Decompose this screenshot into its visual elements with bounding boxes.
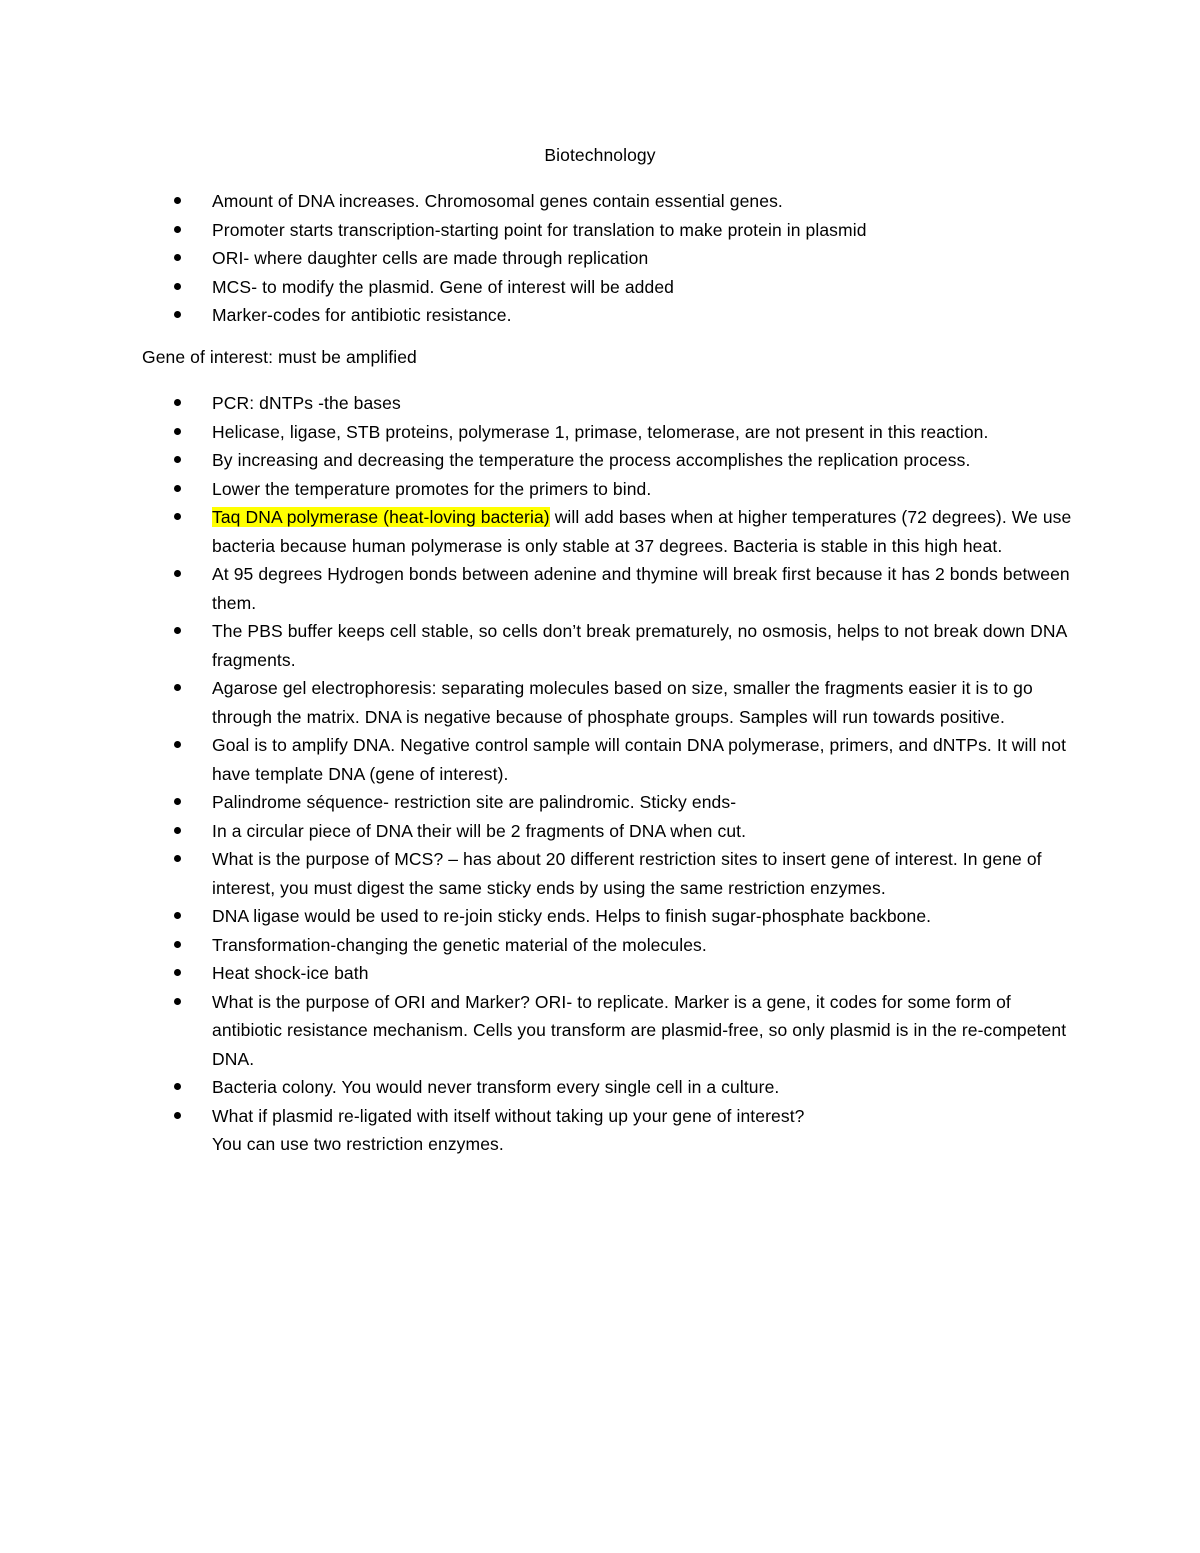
- list-item-text: PCR: dNTPs -the bases: [212, 393, 401, 413]
- bullet-icon: [174, 798, 181, 805]
- list-item-text: What if plasmid re-ligated with itself without taking up your gene of interest?: [212, 1105, 805, 1126]
- list-item-text: Bacteria colony. You would never transform every single cell in a culture.: [212, 1077, 780, 1097]
- page-title: Biotechnology: [544, 145, 656, 165]
- list-item-text: Amount of DNA increases. Chromosomal genes contain essential genes.: [212, 191, 783, 211]
- list-item-text: Goal is to amplify DNA. Negative control sample will contain DNA polymerase, primers, and dNTPs. It will not have template DNA (gene of interest).: [212, 735, 1067, 784]
- list-item: [0, 788, 1200, 817]
- bullet-icon: [174, 456, 181, 463]
- list-item-continuation: You can use two restriction enzymes.: [212, 1134, 504, 1154]
- list-item: [0, 389, 1200, 418]
- list-item: [0, 674, 1200, 731]
- bullet-icon: [174, 627, 181, 634]
- plasmid-components-list: [0, 187, 1200, 330]
- list-item: [0, 446, 1200, 475]
- list-item: [0, 560, 1200, 617]
- list-item-text: Marker-codes for antibiotic resistance.: [212, 305, 512, 325]
- list-item: [0, 931, 1200, 960]
- list-item: [0, 1073, 1200, 1102]
- list-item-text: In a circular piece of DNA their will be 2 fragments of DNA when cut.: [212, 820, 747, 841]
- list-item-text: Transformation-changing the genetic material of the molecules.: [212, 934, 707, 955]
- bullet-icon: [174, 226, 181, 233]
- pcr-notes-list: [0, 389, 1200, 1159]
- list-item-text: Palindrome séquence- restriction site are palindromic. Sticky ends-: [212, 792, 737, 812]
- list-item-text: Promoter starts transcription-starting point for translation to make protein in plasmid: [212, 219, 867, 240]
- list-item-text: What is the purpose of MCS? – has about 20 different restriction sites to insert gene of interest. In gene of interest, you must digest the same sticky ends by using the same restriction enzymes.: [212, 849, 1042, 898]
- list-item: [0, 273, 1200, 302]
- bullet-icon: [174, 827, 181, 834]
- bullet-icon: [174, 513, 181, 520]
- list-item: [0, 216, 1200, 245]
- list-item: [0, 817, 1200, 846]
- list-item: [0, 845, 1200, 902]
- list-item-text: will add bases when at higher temperatures (72 degrees). We use bacteria because human polymerase is only stable at 37 degrees. Bacteria is stable in this high heat.: [212, 507, 1072, 556]
- list-item-text: At 95 degrees Hydrogen bonds between adenine and thymine will break first because it has 2 bonds between them.: [212, 564, 1070, 613]
- list-item: [0, 902, 1200, 931]
- list-item-text: ORI- where daughter cells are made through replication: [212, 248, 649, 268]
- bullet-icon: [174, 855, 181, 862]
- list-item: [0, 617, 1200, 674]
- highlighted-text: Taq DNA polymerase (heat-loving bacteria): [212, 507, 550, 527]
- list-item: [0, 301, 1200, 330]
- list-item-text: DNA ligase would be used to re-join sticky ends. Helps to finish sugar-phosphate backbone.: [212, 906, 932, 926]
- list-item-text: Lower the temperature promotes for the primers to bind.: [212, 478, 652, 499]
- bullet-icon: [174, 399, 181, 406]
- bullet-icon: [174, 570, 181, 577]
- section-heading: Gene of interest: must be amplified: [142, 347, 417, 367]
- bullet-icon: [174, 998, 181, 1005]
- list-item-text: By increasing and decreasing the temperature the process accomplishes the replication process.: [212, 450, 971, 470]
- bullet-icon: [174, 1083, 181, 1090]
- list-item: [0, 1102, 1200, 1159]
- list-item-text: MCS- to modify the plasmid. Gene of interest will be added: [212, 276, 674, 297]
- list-item: [0, 475, 1200, 504]
- bullet-icon: [174, 197, 181, 204]
- list-item-text: What is the purpose of ORI and Marker? ORI- to replicate. Marker is a gene, it codes for some form of antibiotic resistance mechanism. Cells you transform are plasmid-free, so only plasmid is in the re-competent DNA.: [212, 991, 1067, 1069]
- bullet-icon: [174, 311, 181, 318]
- list-item: [0, 988, 1200, 1074]
- list-item-text: Agarose gel electrophoresis: separating molecules based on size, smaller the fragments easier it is to go through the matrix. DNA is negative because of phosphate groups. Samples will run towards positive.: [212, 678, 1033, 727]
- bullet-icon: [174, 283, 181, 290]
- list-item: [0, 244, 1200, 273]
- bullet-icon: [174, 1112, 181, 1119]
- list-item: [0, 503, 1200, 560]
- bullet-icon: [174, 684, 181, 691]
- bullet-icon: [174, 741, 181, 748]
- list-item: [0, 418, 1200, 447]
- list-item-text: Heat shock-ice bath: [212, 963, 369, 983]
- bullet-icon: [174, 941, 181, 948]
- bullet-icon: [174, 912, 181, 919]
- bullet-icon: [174, 254, 181, 261]
- bullet-icon: [174, 428, 181, 435]
- list-item: [0, 731, 1200, 788]
- list-item-text: Helicase, ligase, STB proteins, polymerase 1, primase, telomerase, are not present in this reaction.: [212, 421, 989, 442]
- bullet-icon: [174, 485, 181, 492]
- bullet-icon: [174, 969, 181, 976]
- list-item-text: The PBS buffer keeps cell stable, so cells don’t break prematurely, no osmosis, helps to not break down DNA fragments.: [212, 621, 1067, 670]
- list-item: [0, 959, 1200, 988]
- list-item: [0, 187, 1200, 216]
